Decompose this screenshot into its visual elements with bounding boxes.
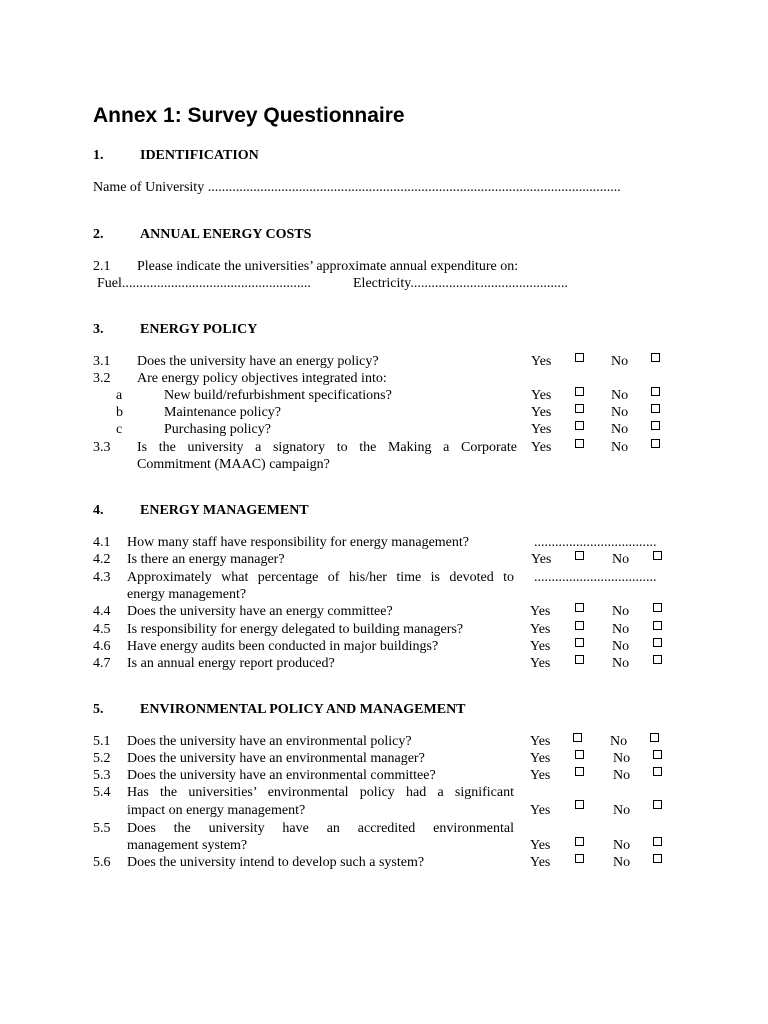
section-2-number: 2. [93, 227, 104, 242]
no-label: No [611, 422, 629, 437]
no-label: No [610, 734, 628, 749]
no-checkbox[interactable] [651, 439, 660, 448]
question-5-4-text-line2: impact on energy management? [127, 803, 306, 818]
no-label: No [611, 354, 629, 369]
electricity-field[interactable]: Electricity............................................. [353, 276, 568, 291]
university-name-field[interactable]: Name of University ...................................................................................................................... [93, 180, 621, 195]
no-label: No [613, 751, 631, 766]
yes-label: Yes [530, 734, 551, 749]
question-4-5-number: 4.5 [93, 622, 111, 637]
yes-label: Yes [531, 354, 552, 369]
section-2-heading: ANNUAL ENERGY COSTS [140, 227, 312, 242]
no-checkbox[interactable] [651, 404, 660, 413]
question-3-2c-letter: c [116, 422, 123, 437]
no-label: No [611, 388, 629, 403]
yes-label: Yes [530, 768, 551, 783]
yes-label: Yes [531, 388, 552, 403]
no-label: No [613, 838, 631, 853]
question-5-4-number: 5.4 [93, 785, 111, 800]
question-4-4-number: 4.4 [93, 604, 111, 619]
no-label: No [611, 405, 629, 420]
yes-label: Yes [530, 622, 551, 637]
yes-checkbox[interactable] [575, 387, 584, 396]
question-3-3-number: 3.3 [93, 440, 111, 455]
question-5-6-number: 5.6 [93, 855, 111, 870]
yes-label: Yes [530, 604, 551, 619]
section-4-number: 4. [93, 503, 104, 518]
no-label: No [612, 622, 630, 637]
fuel-field[interactable]: Fuel...................................................... [97, 276, 311, 291]
time-percentage-field[interactable]: ................................... [534, 570, 657, 585]
question-4-3-text-line2: energy management? [127, 587, 247, 602]
question-4-6-text: Have energy audits been conducted in major buildings? [127, 639, 439, 654]
question-4-7-number: 4.7 [93, 656, 111, 671]
question-5-1-number: 5.1 [93, 734, 111, 749]
no-label: No [612, 604, 630, 619]
yes-label: Yes [530, 855, 551, 870]
yes-label: Yes [530, 803, 551, 818]
question-3-3-text-line1: Is the university a signatory to the Making a Corporate [137, 440, 517, 455]
yes-checkbox[interactable] [575, 837, 584, 846]
page-title: Annex 1: Survey Questionnaire [93, 104, 405, 127]
question-5-4-text-line1: Has the universities’ environmental policy had a significant [127, 785, 514, 800]
question-3-1-number: 3.1 [93, 354, 111, 369]
yes-label: Yes [531, 552, 552, 567]
question-4-3-number: 4.3 [93, 570, 111, 585]
no-label: No [613, 855, 631, 870]
yes-label: Yes [531, 440, 552, 455]
question-3-2b-letter: b [116, 405, 123, 420]
yes-checkbox[interactable] [575, 800, 584, 809]
yes-checkbox[interactable] [575, 655, 584, 664]
question-3-2b-text: Maintenance policy? [164, 405, 282, 420]
section-1-heading: IDENTIFICATION [140, 148, 259, 163]
yes-label: Yes [530, 838, 551, 853]
no-label: No [613, 803, 631, 818]
question-5-5-text-line1: Does the university have an accredited environmental [127, 821, 514, 836]
no-checkbox[interactable] [651, 353, 660, 362]
no-label: No [612, 639, 630, 654]
section-1-number: 1. [93, 148, 104, 163]
yes-checkbox[interactable] [575, 854, 584, 863]
no-checkbox[interactable] [653, 551, 662, 560]
yes-checkbox[interactable] [575, 353, 584, 362]
question-5-1-text: Does the university have an environmental policy? [127, 734, 412, 749]
no-checkbox[interactable] [653, 800, 662, 809]
yes-checkbox[interactable] [575, 638, 584, 647]
yes-label: Yes [530, 751, 551, 766]
yes-label: Yes [530, 656, 551, 671]
yes-checkbox[interactable] [575, 767, 584, 776]
no-checkbox[interactable] [650, 733, 659, 742]
question-3-1-text: Does the university have an energy policy? [137, 354, 379, 369]
no-checkbox[interactable] [653, 655, 662, 664]
yes-checkbox[interactable] [575, 439, 584, 448]
question-2-1-text: Please indicate the universities’ approximate annual expenditure on: [137, 259, 519, 274]
question-4-4-text: Does the university have an energy committee? [127, 604, 393, 619]
no-checkbox[interactable] [653, 854, 662, 863]
question-3-2-text: Are energy policy objectives integrated into: [137, 371, 387, 386]
yes-label: Yes [531, 405, 552, 420]
no-label: No [613, 768, 631, 783]
section-3-heading: ENERGY POLICY [140, 322, 258, 337]
yes-label: Yes [531, 422, 552, 437]
no-label: No [611, 440, 629, 455]
no-checkbox[interactable] [653, 621, 662, 630]
question-3-2a-text: New build/refurbishment specifications? [164, 388, 392, 403]
no-checkbox[interactable] [653, 837, 662, 846]
question-5-3-text: Does the university have an environmental committee? [127, 768, 436, 783]
no-checkbox[interactable] [651, 387, 660, 396]
question-5-2-text: Does the university have an environmental manager? [127, 751, 425, 766]
yes-label: Yes [530, 639, 551, 654]
question-4-3-text-line1: Approximately what percentage of his/her time is devoted to [127, 570, 514, 585]
question-3-2c-text: Purchasing policy? [164, 422, 271, 437]
no-checkbox[interactable] [653, 638, 662, 647]
yes-checkbox[interactable] [575, 750, 584, 759]
no-label: No [612, 552, 630, 567]
question-3-2a-letter: a [116, 388, 123, 403]
question-4-2-text: Is there an energy manager? [127, 552, 285, 567]
question-5-5-text-line2: management system? [127, 838, 248, 853]
section-5-heading: ENVIRONMENTAL POLICY AND MANAGEMENT [140, 702, 466, 717]
section-5-number: 5. [93, 702, 104, 717]
question-3-2-number: 3.2 [93, 371, 111, 386]
question-5-5-number: 5.5 [93, 821, 111, 836]
question-4-6-number: 4.6 [93, 639, 111, 654]
question-4-7-text: Is an annual energy report produced? [127, 656, 335, 671]
question-3-3-text-line2: Commitment (MAAC) campaign? [137, 457, 330, 472]
yes-checkbox[interactable] [575, 404, 584, 413]
question-4-1-text: How many staff have responsibility for energy management? [127, 535, 469, 550]
question-4-1-number: 4.1 [93, 535, 111, 550]
question-4-2-number: 4.2 [93, 552, 111, 567]
question-2-1-number: 2.1 [93, 259, 111, 274]
staff-count-field[interactable]: ................................... [534, 535, 657, 550]
section-4-heading: ENERGY MANAGEMENT [140, 503, 309, 518]
yes-checkbox[interactable] [575, 421, 584, 430]
no-label: No [612, 656, 630, 671]
yes-checkbox[interactable] [575, 603, 584, 612]
question-5-6-text: Does the university intend to develop such a system? [127, 855, 425, 870]
no-checkbox[interactable] [651, 421, 660, 430]
no-checkbox[interactable] [653, 603, 662, 612]
section-3-number: 3. [93, 322, 104, 337]
no-checkbox[interactable] [653, 750, 662, 759]
yes-checkbox[interactable] [575, 551, 584, 560]
question-5-2-number: 5.2 [93, 751, 111, 766]
yes-checkbox[interactable] [575, 621, 584, 630]
question-4-5-text: Is responsibility for energy delegated to building managers? [127, 622, 464, 637]
question-5-3-number: 5.3 [93, 768, 111, 783]
yes-checkbox[interactable] [573, 733, 582, 742]
no-checkbox[interactable] [653, 767, 662, 776]
